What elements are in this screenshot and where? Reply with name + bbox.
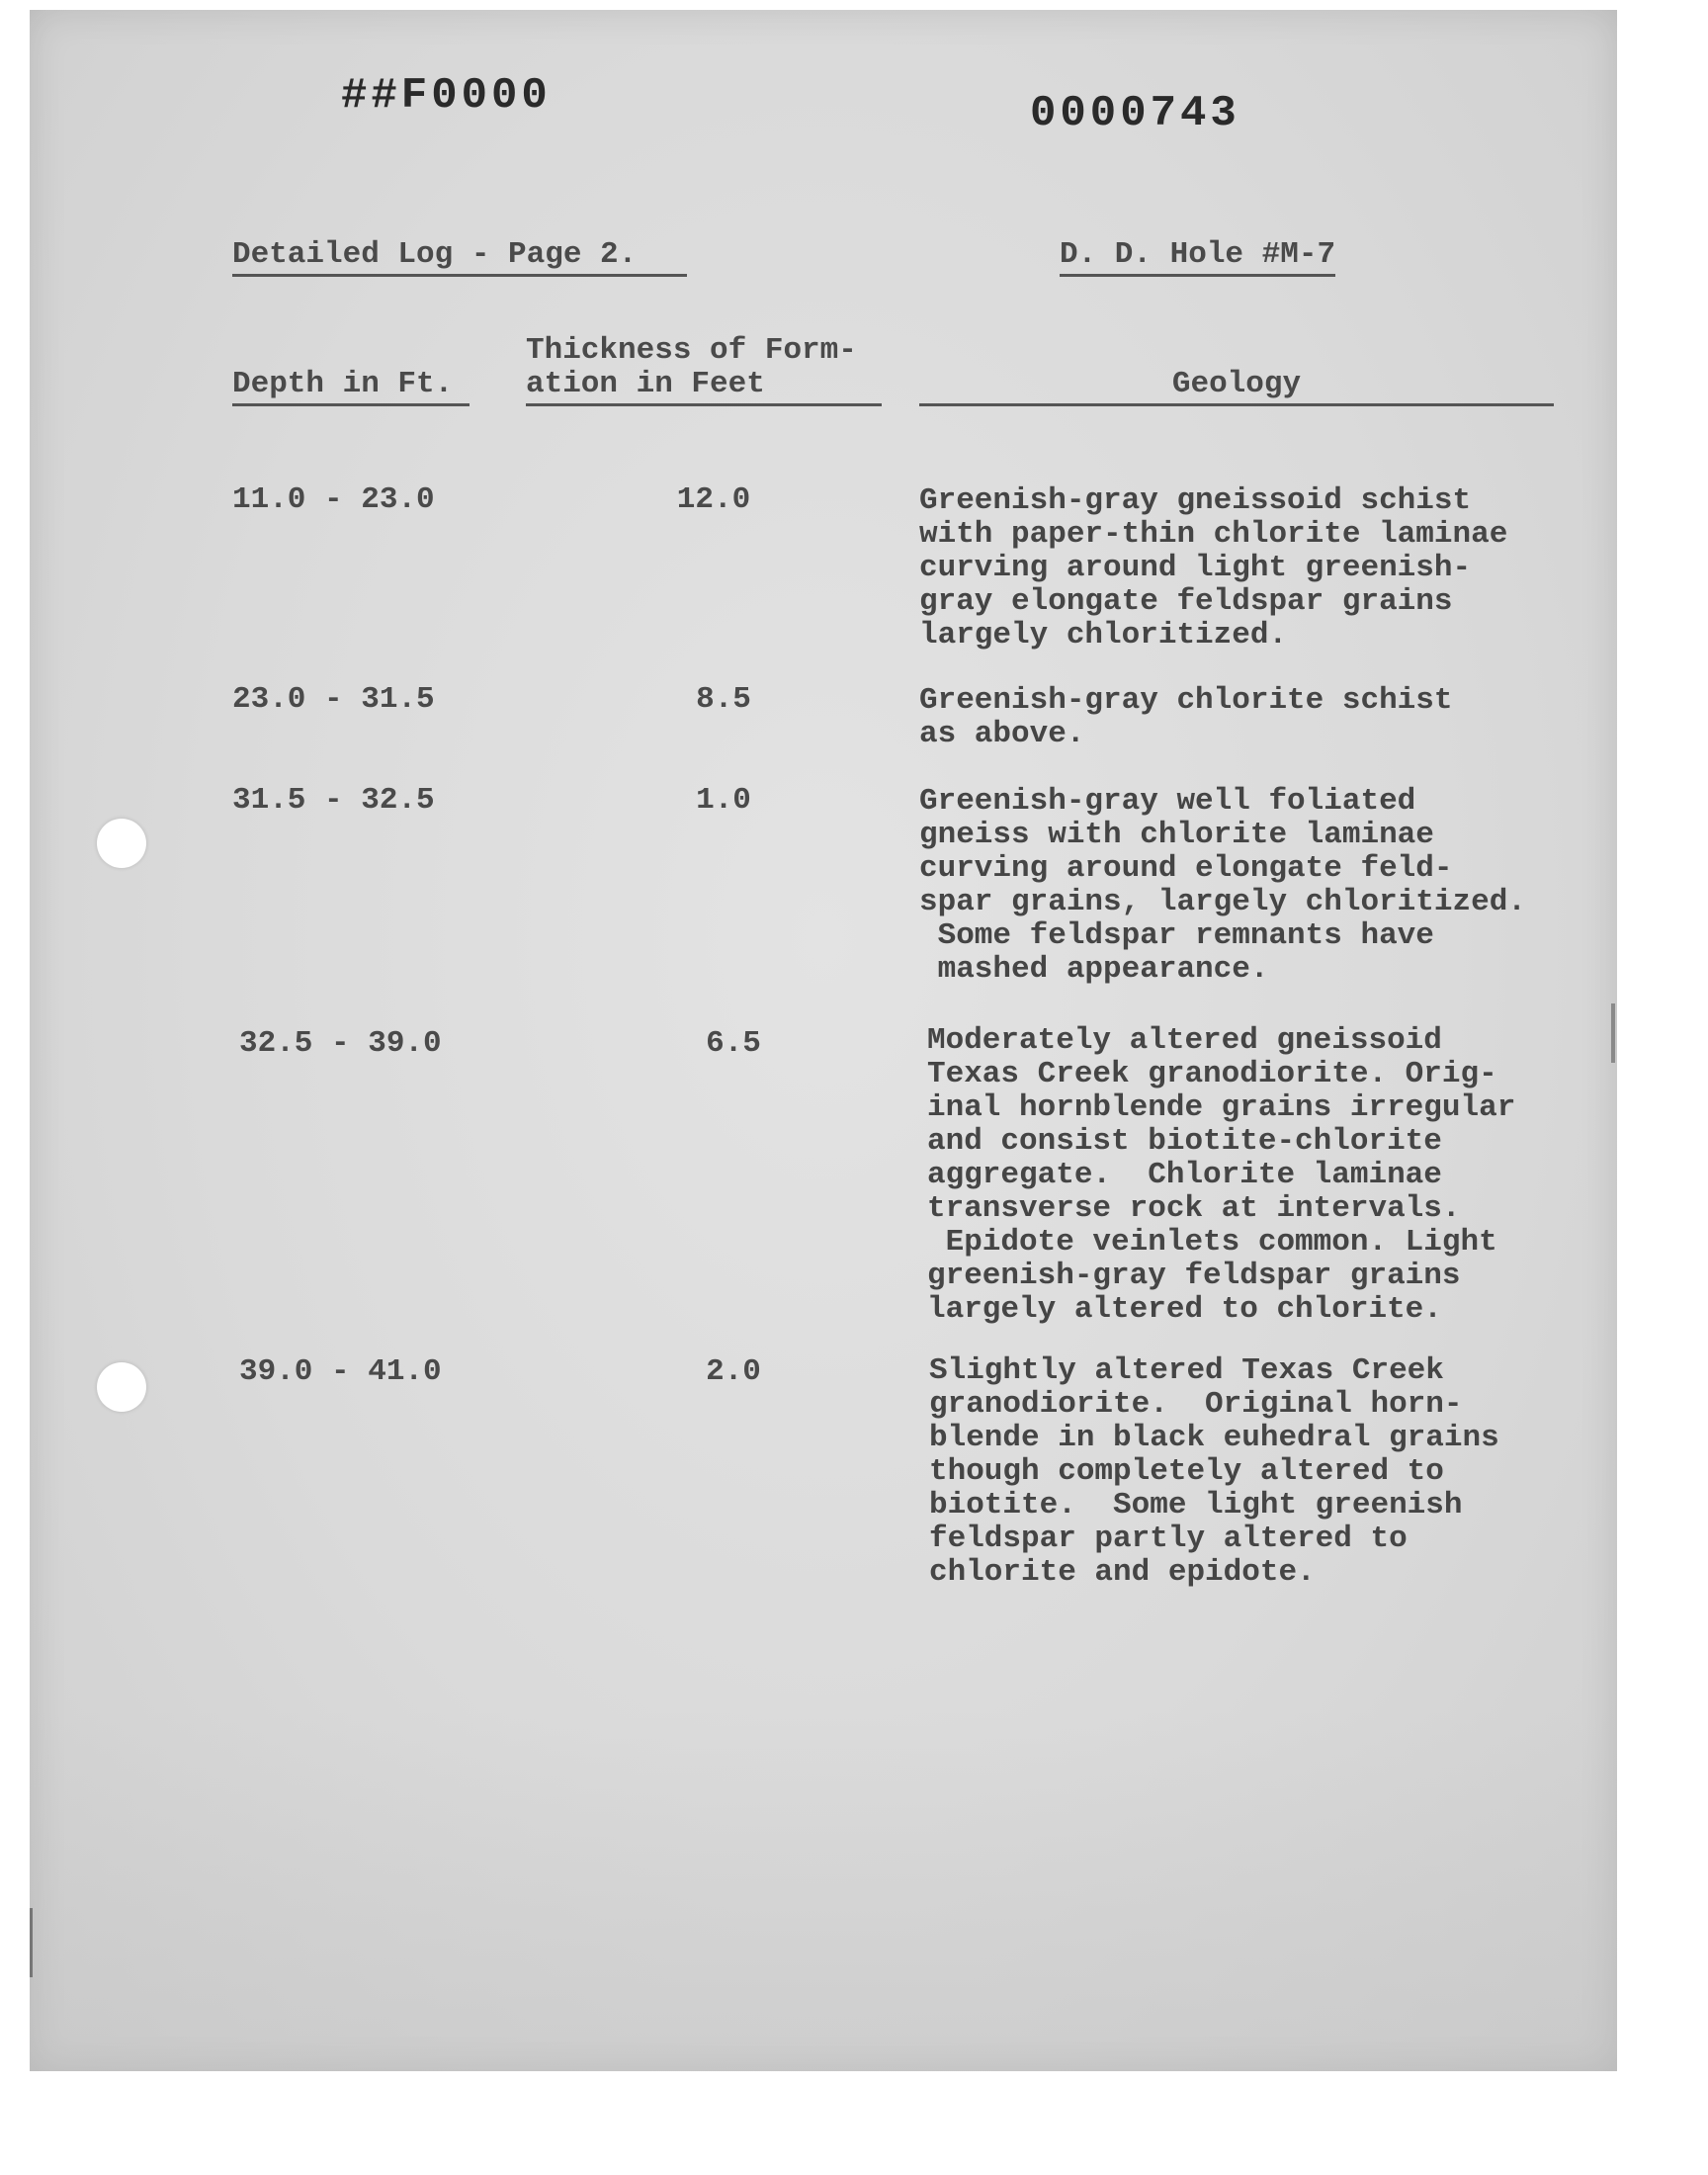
scan-shading xyxy=(30,1710,1617,2071)
row-5-thickness: 2.0 xyxy=(706,1354,761,1389)
column-header-geology: Geology xyxy=(919,368,1554,406)
punch-hole-upper xyxy=(97,819,146,868)
punch-hole-lower xyxy=(97,1362,146,1412)
column-header-depth: Depth in Ft. xyxy=(232,368,470,406)
document-page xyxy=(30,10,1617,2071)
row-1-thickness: 12.0 xyxy=(676,482,751,517)
column-header-thickness-line2: ation in Feet xyxy=(526,367,765,401)
row-4-depth: 32.5 - 39.0 xyxy=(239,1026,442,1061)
document-stamp-right: 0000743 xyxy=(1030,89,1240,138)
row-4-geology: Moderately altered gneissoid Texas Creek granodiorite. Orig- inal hornblende grains irregular and consist biotite-chlorite aggregate. Chlorite laminae transverse rock at intervals. Epidote veinlets common. Light greenish-gray feldspar grains largely altered to chlorite. xyxy=(927,1023,1516,1327)
row-2-depth: 23.0 - 31.5 xyxy=(232,682,435,717)
scan-edge-mark xyxy=(30,1908,33,1977)
row-3-geology: Greenish-gray well foliated gneiss with chlorite laminae curving around elongate feld- spar grains, largely chloritized. Some feldspar remnants have mashed appearance. xyxy=(919,784,1526,987)
row-2-thickness: 8.5 xyxy=(696,682,751,717)
hole-title: D. D. Hole #M-7 xyxy=(1060,237,1335,277)
row-2-geology: Greenish-gray chlorite schist as above. xyxy=(919,683,1453,751)
column-header-thickness-line1: Thickness of Form- xyxy=(526,333,857,368)
row-5-geology: Slightly altered Texas Creek granodiorite. Original horn- blende in black euhedral grains though completely altered to biotite. Some light greenish feldspar partly altered to chlorite and epidote. xyxy=(929,1353,1499,1590)
row-3-thickness: 1.0 xyxy=(696,783,751,818)
document-stamp-left: ##F0000 xyxy=(341,71,552,121)
column-header-thickness xyxy=(526,334,882,406)
row-1-depth: 11.0 - 23.0 xyxy=(232,482,435,517)
scan-smudge-mark xyxy=(1611,1003,1615,1063)
log-title: Detailed Log - Page 2. xyxy=(232,237,687,277)
row-4-thickness: 6.5 xyxy=(706,1026,761,1061)
row-5-depth: 39.0 - 41.0 xyxy=(239,1354,442,1389)
row-3-depth: 31.5 - 32.5 xyxy=(232,783,435,818)
row-1-geology: Greenish-gray gneissoid schist with paper-thin chlorite laminae curving around light greenish- gray elongate feldspar grains largely chloritized. xyxy=(919,483,1508,652)
